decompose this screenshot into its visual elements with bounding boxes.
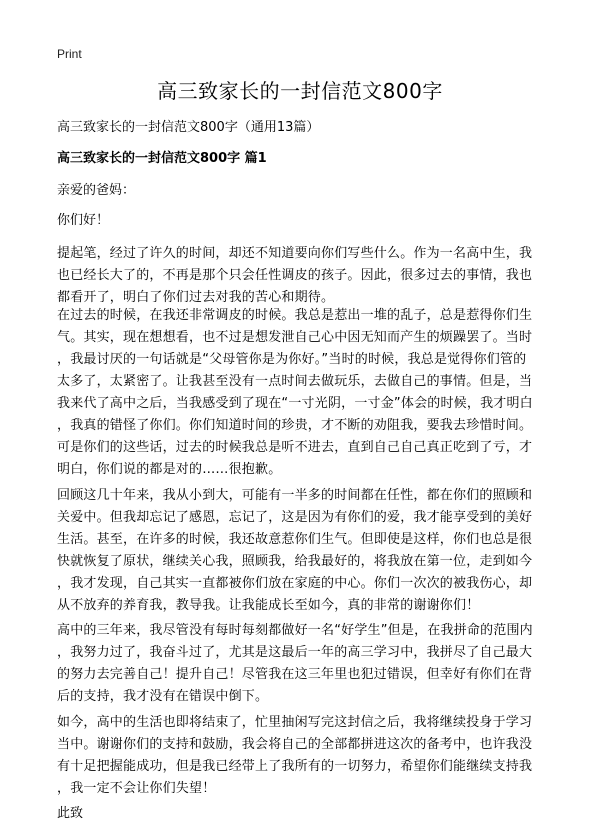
paragraph-line: ，我真的错怪了你们。你们知道时间的珍贵，才不断的劝阻我，要我去珍惜时间。 <box>57 418 533 433</box>
paragraph-line: ，我最讨厌的一句话就是“父母管你是为你好。”当时的时候，我总是觉得你们管的 <box>57 352 527 367</box>
paragraph-1 <box>57 243 547 309</box>
paragraph-line: ，我一定不会让你们失望！ <box>57 781 216 796</box>
paragraph-line: 生活。甚至，在许多的时候，我还故意惹你们生气。但即使是这样，你们也总是很 <box>57 532 533 547</box>
paragraph-line: ，我努力过了，我奋斗过了，尤其是这最后一年的高三学习中，我拼尽了自己最大 <box>57 645 533 660</box>
document-title: 高三致家长的一封信范文800字 <box>157 79 443 103</box>
paragraph-line: 关爱中。但我却忘记了感恩，忘记了，这是因为有你们的爱，我才能享受到的美好 <box>57 510 533 525</box>
paragraph-line: 的努力去完善自己！提升自己！尽管我在这三年里也犯过错误，但幸好有你们在背 <box>57 667 533 682</box>
paragraph-line: ，我才发现，自己其实一直都被你们放在家庭的中心。你们一次次的被我伤心，却 <box>57 576 533 591</box>
paragraph-line: 当中。谢谢你们的支持和鼓励，我会将自己的全部都拼进这次的备考中，也许我没 <box>57 737 533 752</box>
section-heading: 高三致家长的一封信范文800字 篇1 <box>57 151 267 166</box>
paragraph-line: 可是你们的这些话，过去的时候我总是听不进去，直到自己自己真正吃到了亏，才 <box>57 440 533 455</box>
paragraph-line: 高中的三年来，我尽管没有每时每刻都做好一名“好学生”但是，在我拼命的范围内 <box>57 623 533 638</box>
print-label: Print <box>57 47 82 61</box>
paragraph-line: 我来代了高中之后，当我感受到了现在“一寸光阴，一寸金”体会的时候，我才明白 <box>57 396 533 411</box>
paragraph-line: 太多了，太紧密了。让我甚至没有一点时间去做玩乐，去做自己的事情。但是，当 <box>57 374 533 389</box>
paragraph-line: 也已经长大了的，不再是那个只会任性调皮的孩子。因此，很多过去的事情，我也 <box>57 268 533 283</box>
paragraph-line: 提起笔，经过了许久的时间，却还不知道要向你们写些什么。作为一名高中生，我 <box>57 246 533 261</box>
paragraph-line: 后的支持，我才没有在错误中倒下。 <box>57 689 269 704</box>
document-subtitle: 高三致家长的一封信范文800字（通用13篇） <box>57 120 320 135</box>
paragraph-line: 从不放弃的养育我，教导我。让我能成长至如今，真的非常的谢谢你们！ <box>57 598 480 613</box>
greeting: 你们好！ <box>57 213 110 228</box>
paragraph-line: 快就恢复了原状，继续关心我，照顾我，给我最好的，将我放在第一位，走到如今 <box>57 554 533 569</box>
paragraph-5 <box>57 712 547 800</box>
paragraph-line: 在过去的时候，在我还非常调皮的时候。我总是惹出一堆的乱子，总是惹得你们生 <box>57 308 533 323</box>
paragraph-line: 都看开了，明白了你们过去对我的苦心和期待。 <box>57 290 335 305</box>
paragraph-line: 明白，你们说的都是对的……很抱歉。 <box>57 462 282 477</box>
paragraph-line: 回顾这几十年来，我从小到大，可能有一半多的时间都在任性，都在你们的照顾和 <box>57 488 533 503</box>
paragraph-line: 气。其实，现在想想看，也不过是想发泄自己心中因无知而产生的烦躁罢了。当时 <box>57 330 533 345</box>
paragraph-line: 有十足把握能成功，但是我已经带上了我所有的一切努力，希望你们能继续支持我 <box>57 759 533 774</box>
paragraph-line: 如今，高中的生活也即将结束了，忙里抽闲写完这封信之后，我将继续投身于学习 <box>57 715 533 730</box>
paragraph-3 <box>57 485 547 617</box>
salutation: 亲爱的爸妈： <box>57 183 136 198</box>
closing: 此致 <box>57 806 84 821</box>
paragraph-4 <box>57 620 547 708</box>
paragraph-2 <box>57 305 547 481</box>
